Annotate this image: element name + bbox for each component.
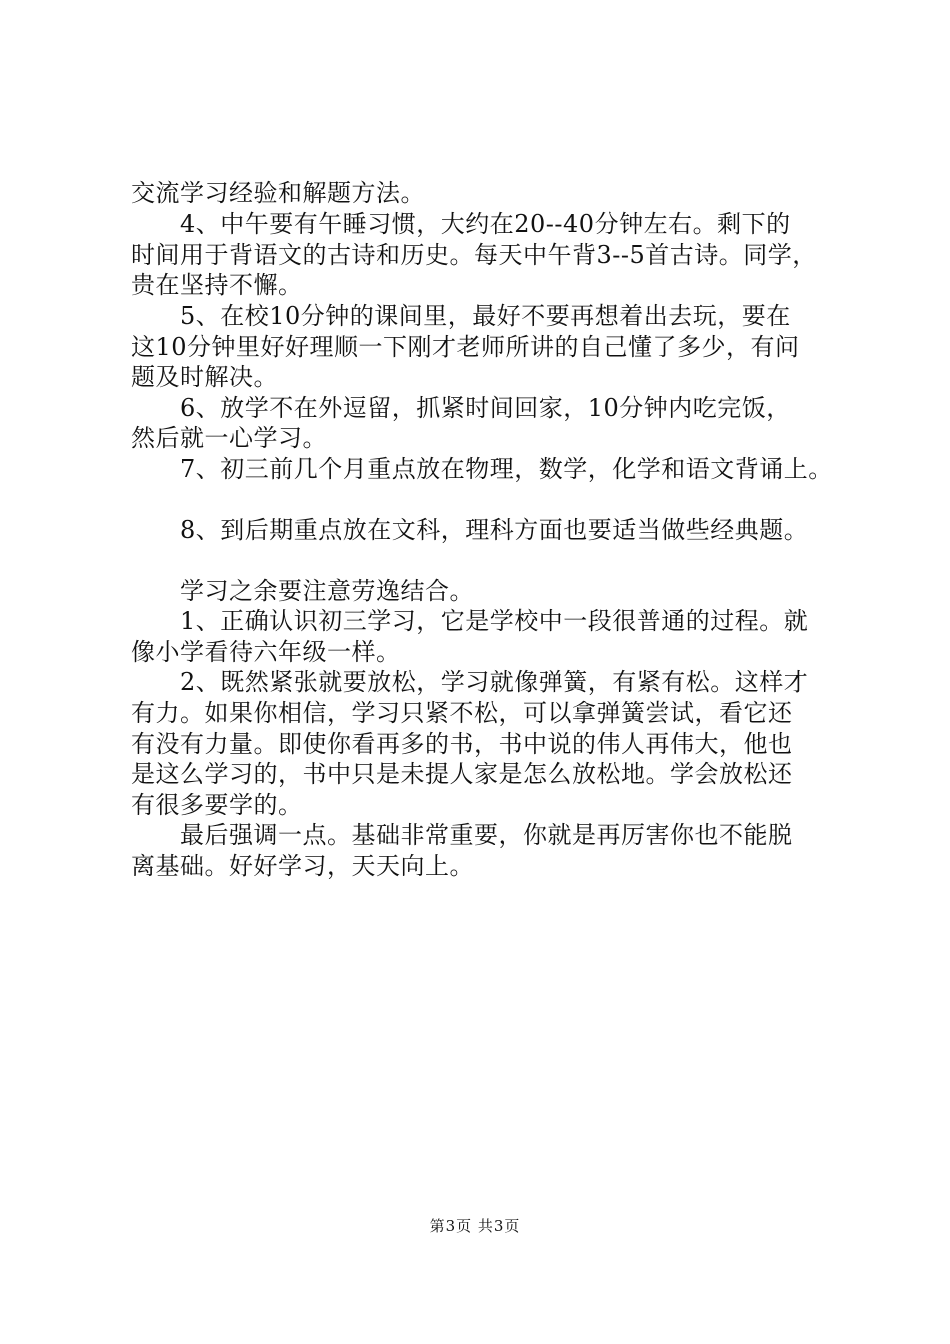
text-line: 离基础。好好学习，天天向上。 [131, 852, 474, 880]
text-line: 像小学看待六年级一样。 [131, 638, 401, 666]
text-line: 时间用于背语文的古诗和历史。每天中午背3--5首古诗。同学， [131, 241, 817, 269]
text-line: 学习之余要注意劳逸结合。 [131, 577, 474, 605]
text-line: 7、初三前几个月重点放在物理，数学，化学和语文背诵上。 [131, 455, 833, 483]
text-line: 2、既然紧张就要放松，学习就像弹簧，有紧有松。这样才 [131, 668, 809, 696]
text-line: 5、在校10分钟的课间里，最好不要再想着出去玩，要在 [131, 302, 791, 330]
text-line: 有很多要学的。 [131, 791, 303, 819]
text-line: 4、中午要有午睡习惯，大约在20--40分钟左右。剩下的 [131, 210, 791, 238]
text-line: 1、正确认识初三学习，它是学校中一段很普通的过程。就 [131, 607, 809, 635]
text-line: 然后就一心学习。 [131, 424, 327, 452]
text-line: 贵在坚持不懈。 [131, 271, 303, 299]
text-line: 是这么学习的，书中只是未提人家是怎么放松地。学会放松还 [131, 760, 793, 788]
text-line: 有力。如果你相信，学习只紧不松，可以拿弹簧尝试，看它还 [131, 699, 793, 727]
text-line: 6、放学不在外逗留，抓紧时间回家，10分钟内吃完饭， [131, 394, 791, 422]
page-number-footer: 第3页 共3页 [429, 1217, 521, 1235]
text-line: 这10分钟里好好理顺一下刚才老师所讲的自己懂了多少，有问 [131, 333, 800, 361]
text-line: 8、到后期重点放在文科，理科方面也要适当做些经典题。 [131, 516, 809, 544]
text-line: 交流学习经验和解题方法。 [131, 179, 425, 207]
text-line: 最后强调一点。基础非常重要，你就是再厉害你也不能脱 [131, 821, 793, 849]
text-line: 题及时解决。 [131, 363, 278, 391]
text-line: 有没有力量。即使你看再多的书，书中说的伟人再伟大，他也 [131, 730, 793, 758]
